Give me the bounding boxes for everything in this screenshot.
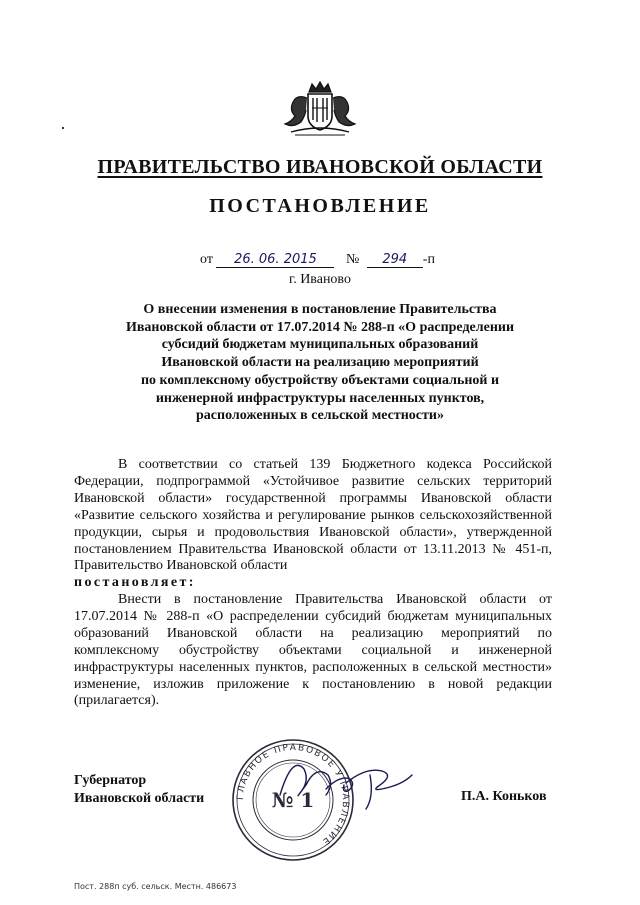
subject-line: Ивановской области от 17.07.2014 № 288-п «О распределении	[125, 319, 515, 335]
speck	[62, 127, 64, 129]
ivanovo-coat-of-arms-icon	[279, 80, 361, 138]
number-suffix: -п	[422, 252, 435, 267]
footer-note: Пост. 288п суб. сельск. Местн. 486673	[74, 882, 237, 891]
operative-text: Внести в постановление Правительства Ивановской области от 17.07.2014 № 288-п «О распределении субсидий бюджетам муниципальных образований Ивановской области на реализацию мероприятий по комплексному обустройству объектами социальной и инженерной инфраструктуры населенных пунктов, расположенных в сельской местности» изменение, изложив приложение к постановлению в новой редакции (прилагается).	[74, 592, 552, 709]
seal-number: № 1	[271, 788, 315, 812]
signer-name: П.А. Коньков	[461, 789, 547, 804]
government-title: ПРАВИТЕЛЬСТВО ИВАНОВСКОЙ ОБЛАСТИ	[97, 156, 543, 178]
subject-line: инженерной инфраструктуры населенных пунктов,	[155, 390, 485, 406]
subject-line: по комплексному обустройству объектами социальной и	[140, 372, 500, 388]
date-value: 26. 06. 2015	[216, 253, 334, 268]
number-sign: №	[345, 252, 360, 267]
preamble-paragraph	[74, 457, 552, 592]
subject-line: О внесении изменения в постановление Правительства	[143, 302, 497, 317]
date-prefix: от	[200, 252, 213, 267]
handwritten-signature	[270, 745, 420, 815]
subject-line: субсидий бюджетам муниципальных образований	[161, 337, 479, 353]
city: г. Иваново	[289, 272, 351, 287]
subject-line: расположенных в сельской местности»	[196, 408, 444, 424]
document-type: ПОСТАНОВЛЕНИЕ	[209, 195, 431, 217]
subject-line: Ивановской области на реализацию мероприятий	[161, 355, 479, 371]
number-value: 294	[367, 253, 423, 268]
seal-ring-text: ГЛАВНОЕ ПРАВОВОЕ УПРАВЛЕНИЕ	[235, 742, 351, 847]
preamble-text: В соответствии со статьей 139 Бюджетного кодекса Российской Федерации, подпрограммой «Устойчивое развитие сельских территорий Ивановской области» государственной программы Ивановской области «Развитие сельского хозяйства и регулирование рынков сельскохозяйственной продукции, сырья и продовольствия Ивановской области», утвержденной постановлением Правительства Ивановской области от 13.11.2013 № 451-п, Правительство Ивановской области	[74, 457, 552, 574]
signer-title-line: Ивановской области	[74, 791, 205, 806]
operative-paragraph	[74, 592, 552, 710]
document-subject	[100, 301, 540, 425]
signer-title-line: Губернатор	[74, 773, 147, 788]
signer-position	[74, 772, 204, 808]
decree-word: постановляет:	[74, 575, 196, 591]
date-number-line	[200, 252, 435, 268]
